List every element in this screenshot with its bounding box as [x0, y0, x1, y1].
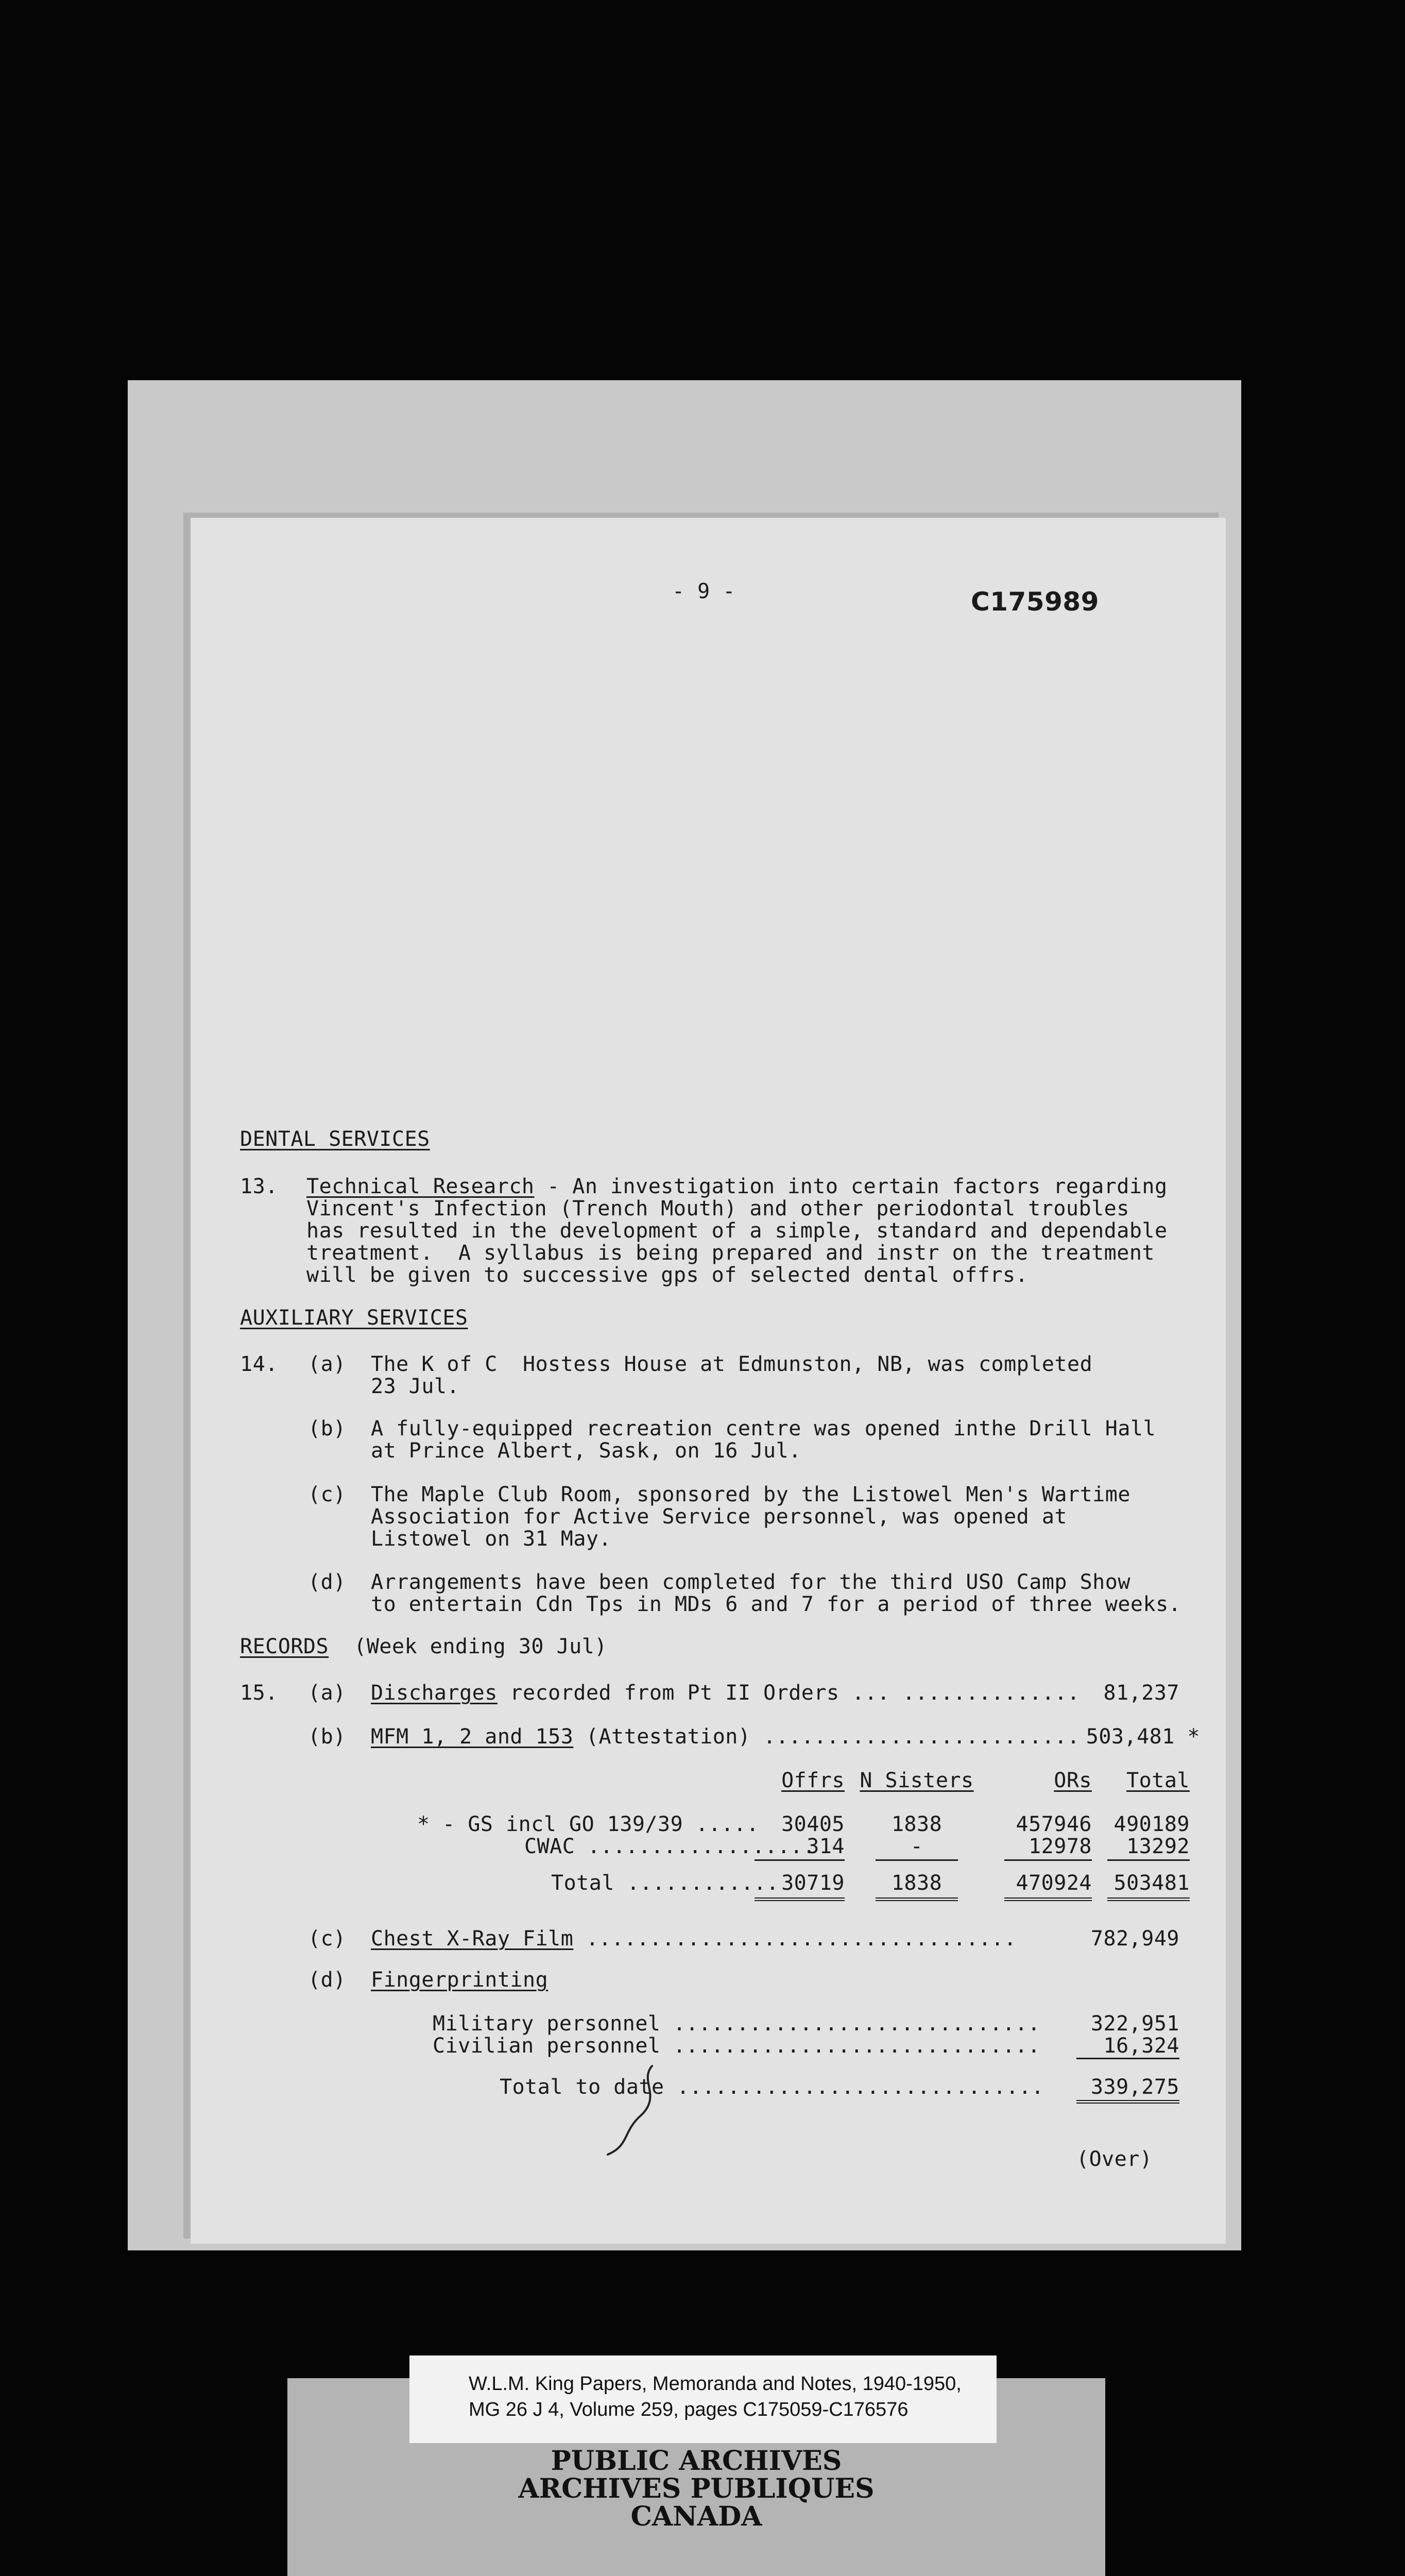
table-cell: 314 — [807, 1835, 845, 1858]
fingerprint-row-value: 16,324 — [1076, 2034, 1179, 2059]
table-cell: 490189 — [1113, 1812, 1190, 1836]
auxiliary-d-line: Arrangements have been completed for the third USO Camp Show — [371, 1570, 1130, 1594]
table-cell: - — [910, 1835, 923, 1858]
table-row-label: * - GS incl GO 139/39 ..... — [417, 1812, 759, 1836]
table-total-cell: 470924 — [1016, 1871, 1092, 1895]
records-item-no: 15. — [240, 1681, 278, 1705]
dental-line: Vincent's Infection (Trench Mouth) and other periodontal troubles — [306, 1197, 1129, 1221]
records-a-label: (a) — [308, 1681, 346, 1705]
archive-stamp-line: CANADA — [630, 2501, 762, 2532]
auxiliary-b-line: A fully-equipped recreation centre was opened inthe Drill Hall — [371, 1417, 1156, 1440]
citation-line: MG 26 J 4, Volume 259, pages C175059-C176576 — [469, 2399, 909, 2420]
archive-citation-label — [409, 2355, 997, 2443]
table-cell: 457946 — [1016, 1812, 1092, 1836]
dental-item-no: 13. — [240, 1175, 278, 1198]
fingerprint-row-value: 322,951 — [1090, 2012, 1179, 2036]
table-header-total: Total — [1126, 1769, 1190, 1792]
table-double-rule — [876, 1896, 958, 1901]
table-total-cell: 1838 — [891, 1871, 943, 1895]
table-total-label: Total ............ — [551, 1871, 779, 1895]
discharges-line — [371, 1681, 1080, 1705]
records-b-label: (b) — [308, 1725, 346, 1749]
records-heading: RECORDS — [240, 1635, 329, 1658]
chest-xray-label: Chest X-Ray Film — [371, 1927, 574, 1951]
auxiliary-d-label: (d) — [308, 1570, 346, 1594]
archive-stamp — [287, 2447, 1105, 2531]
table-cell: 13292 — [1126, 1835, 1190, 1858]
table-cell: 30405 — [781, 1812, 845, 1836]
table-header-ors: ORs — [1054, 1769, 1092, 1792]
chest-xray-value: 782,949 — [1090, 1927, 1179, 1951]
dental-line: has resulted in the development of a simple, standard and dependable — [306, 1219, 1168, 1243]
document-page — [191, 518, 1226, 2244]
xray-line — [371, 1927, 1017, 1951]
fingerprint-row-label: Military personnel ............................. — [433, 2012, 1040, 2036]
auxiliary-a-line: The K of C Hostess House at Edmunston, NB, was completed — [371, 1352, 1093, 1376]
records-heading-line — [240, 1635, 607, 1658]
over-note: (Over) — [1076, 2147, 1153, 2171]
handwritten-mark — [603, 2061, 675, 2159]
dental-heading: DENTAL SERVICES — [240, 1127, 430, 1151]
table-double-rule — [1004, 1896, 1092, 1901]
mfm-label: MFM 1, 2 and 153 — [371, 1725, 574, 1749]
table-double-rule — [755, 1896, 845, 1901]
table-total-cell: 503481 — [1113, 1871, 1190, 1895]
attestation-value: 503,481 * — [1086, 1725, 1200, 1749]
archive-stamp-line: PUBLIC ARCHIVES — [551, 2445, 842, 2477]
auxiliary-a-line: 23 Jul. — [371, 1375, 460, 1398]
table-rule — [755, 1859, 845, 1861]
citation-line: W.L.M. King Papers, Memoranda and Notes, 1940-1950, — [469, 2373, 962, 2395]
table-header-offrs: Offrs — [781, 1769, 845, 1792]
table-header-n-sisters: N Sisters — [860, 1769, 974, 1792]
auxiliary-a-label: (a) — [308, 1352, 346, 1376]
page-number: - 9 - — [672, 580, 735, 603]
table-rule — [1004, 1859, 1092, 1861]
auxiliary-b-label: (b) — [308, 1417, 346, 1440]
technical-research-label: Technical Research — [306, 1175, 535, 1198]
fingerprint-total-value: 339,275 — [1076, 2075, 1179, 2104]
dental-line: treatment. A syllabus is being prepared and instr on the treatment — [306, 1241, 1155, 1265]
table-row-label: CWAC .................. — [524, 1835, 816, 1858]
auxiliary-heading: AUXILIARY SERVICES — [240, 1306, 468, 1330]
discharges-leader: recorded from Pt II Orders ... .............. — [497, 1681, 1080, 1705]
table-double-rule — [1107, 1896, 1190, 1901]
auxiliary-b-line: at Prince Albert, Sask, on 16 Jul. — [371, 1439, 801, 1463]
records-week-note: (Week ending 30 Jul) — [354, 1635, 607, 1658]
table-cell: 1838 — [891, 1812, 943, 1836]
attestation-line — [371, 1725, 1080, 1749]
xray-leader: .................................. — [573, 1927, 1017, 1951]
auxiliary-d-line: to entertain Cdn Tps in MDs 6 and 7 for a period of three weeks. — [371, 1592, 1181, 1616]
attestation-leader: (Attestation) ......................... — [573, 1725, 1080, 1749]
table-rule — [1107, 1859, 1190, 1861]
auxiliary-c-line: Association for Active Service personnel, was opened at — [371, 1505, 1068, 1529]
dental-line-1 — [306, 1175, 1168, 1198]
discharges-value: 81,237 — [1103, 1681, 1179, 1705]
auxiliary-c-line: Listowel on 31 May. — [371, 1527, 612, 1551]
fingerprinting-label: Fingerprinting — [371, 1968, 549, 1992]
table-rule — [876, 1859, 958, 1861]
fingerprint-total-label: Total to date ............................. — [500, 2075, 1044, 2099]
reference-code: C175989 — [971, 587, 1099, 617]
table-total-cell: 30719 — [781, 1871, 845, 1895]
dental-line: will be given to successive gps of selected dental offrs. — [306, 1263, 1029, 1287]
auxiliary-item-no: 14. — [240, 1352, 278, 1376]
fingerprint-row-label: Civilian personnel ............................. — [433, 2034, 1040, 2058]
auxiliary-c-label: (c) — [308, 1483, 346, 1506]
records-d-label: (d) — [308, 1968, 346, 1992]
discharges-label: Discharges — [371, 1681, 498, 1705]
auxiliary-c-line: The Maple Club Room, sponsored by the Listowel Men's Wartime — [371, 1483, 1130, 1506]
table-cell: 12978 — [1029, 1835, 1092, 1858]
archive-stamp-line: ARCHIVES PUBLIQUES — [518, 2473, 875, 2504]
records-c-label: (c) — [308, 1927, 346, 1951]
dental-line-1-text: - An investigation into certain factors regarding — [534, 1175, 1168, 1198]
